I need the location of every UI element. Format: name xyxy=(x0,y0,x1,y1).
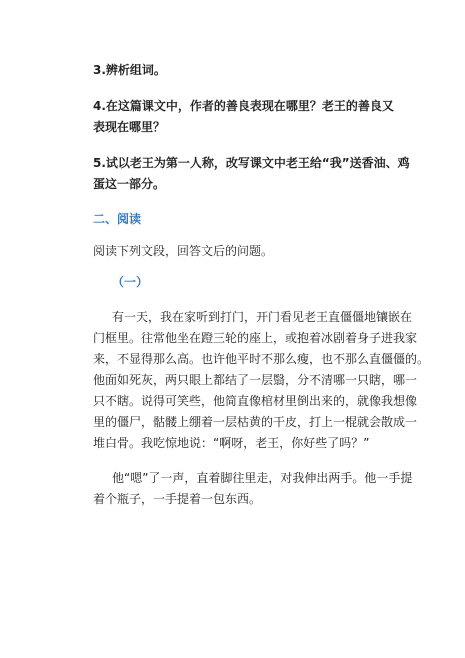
passage-line: 他“嗯”了一声，直着脚往里走，对我伸出两手。他一手提 xyxy=(112,471,413,485)
section-instruction: 阅读下列文段，回答文后的问题。 xyxy=(93,244,274,258)
question-3: 3.辨析组词。 xyxy=(93,63,166,77)
section-title: 二、阅读 xyxy=(93,212,142,226)
passage-line: 有一天，我在家听到打门，开门看见老王直僵僵地镶嵌在 xyxy=(112,310,413,324)
passage-line: 着个瓶子，一手提着一包东西。 xyxy=(93,492,262,506)
question-5-line-2: 蛋这一部分。 xyxy=(93,177,166,191)
passage-line: 里的僵尸，骷髅上绷着一层枯黄的干皮，打上一棍就会散成一 xyxy=(93,415,418,429)
question-4-line-2: 表现在哪里？ xyxy=(93,120,166,134)
question-4-line-1: 4.在这篇课文中，作者的善良表现在哪里？老王的善良又 xyxy=(93,99,394,113)
question-5-line-1: 5.试以老王为第一人称，改写课文中老王给“我”送香油、鸡 xyxy=(93,156,410,170)
passage-line: 门框里。往常他坐在蹬三轮的座上，或抱着冰剧着身子进我家 xyxy=(93,331,418,345)
passage-line: 他面如死灰，两只眼上都结了一层翳，分不清哪一只瞎，哪一 xyxy=(93,373,418,387)
passage-line: 堆白骨。我吃惊地说：“啊呀，老王，你好些了吗？” xyxy=(93,436,370,450)
passage-line: 来，不显得那么高。也许他平时不那么瘦，也不那么直僵僵的。 xyxy=(93,352,430,366)
passage-subtitle: （一） xyxy=(112,275,149,289)
passage-line: 只不瞎。说得可笑些，他简直像棺材里倒出来的，就像我想像 xyxy=(93,394,418,408)
